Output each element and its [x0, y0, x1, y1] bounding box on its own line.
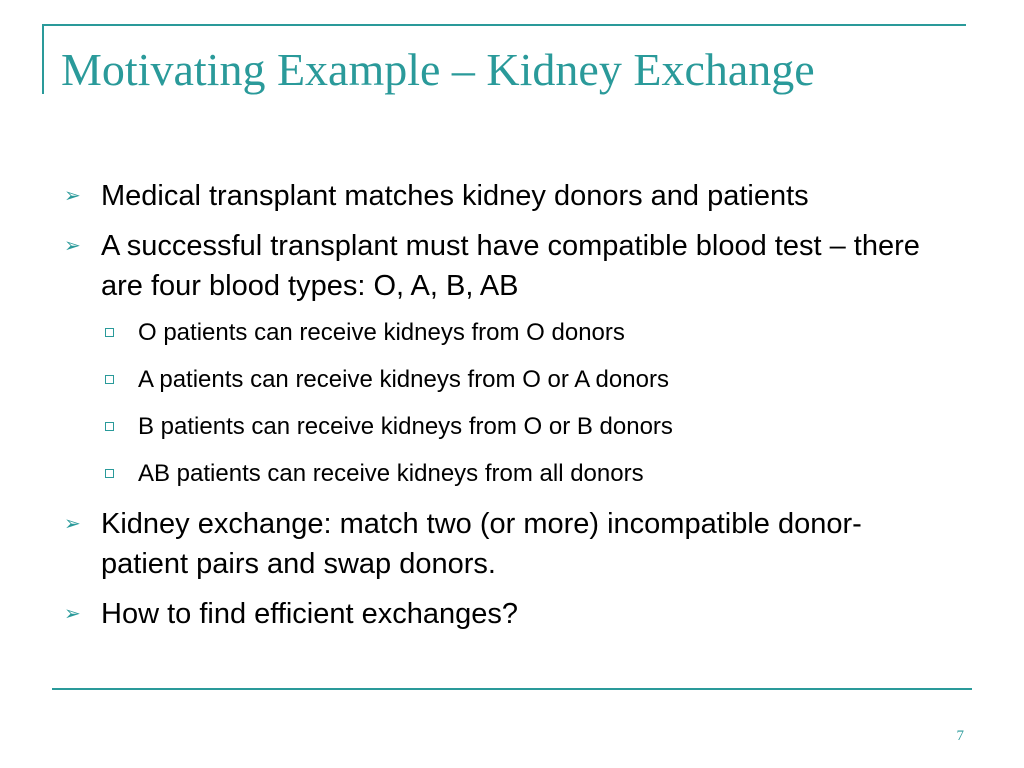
bullet-text: A successful transplant must have compatible blood test – there are four blood types: O, A, B, AB: [101, 230, 920, 302]
page-number: 7: [956, 728, 964, 744]
slide-title: Motivating Example – Kidney Exchange: [61, 44, 815, 95]
sub-bullet-list: [60, 316, 940, 491]
chevron-bullet-icon: ➢: [64, 603, 81, 625]
footer-divider-line: [52, 688, 972, 690]
bullet-item: [60, 176, 940, 216]
chevron-bullet-icon: ➢: [64, 235, 81, 257]
sub-bullet-item: [60, 457, 940, 491]
bullet-text: Kidney exchange: match two (or more) incompatible donor-patient pairs and swap donors.: [101, 508, 862, 580]
title-frame-vertical-line: [42, 24, 44, 94]
title-frame-top-line: [42, 24, 966, 26]
sub-bullet-text: O patients can receive kidneys from O donors: [138, 319, 625, 346]
bullet-item: [60, 226, 940, 306]
bullet-text: Medical transplant matches kidney donors and patients: [101, 180, 809, 212]
sub-bullet-text: AB patients can receive kidneys from all donors: [138, 460, 644, 487]
square-bullet-icon: [105, 469, 114, 478]
sub-bullet-item: [60, 410, 940, 444]
chevron-bullet-icon: ➢: [64, 513, 81, 535]
bullet-item: [60, 594, 940, 634]
square-bullet-icon: [105, 422, 114, 431]
chevron-bullet-icon: ➢: [64, 185, 81, 207]
sub-bullet-group: [60, 316, 940, 491]
square-bullet-icon: [105, 328, 114, 337]
sub-bullet-text: B patients can receive kidneys from O or B donors: [138, 413, 673, 440]
sub-bullet-text: A patients can receive kidneys from O or A donors: [138, 366, 669, 393]
sub-bullet-item: [60, 316, 940, 350]
square-bullet-icon: [105, 375, 114, 384]
sub-bullet-item: [60, 363, 940, 397]
bullet-item: [60, 504, 940, 584]
bullet-text: How to find efficient exchanges?: [101, 598, 519, 630]
bullet-list: [60, 176, 940, 644]
